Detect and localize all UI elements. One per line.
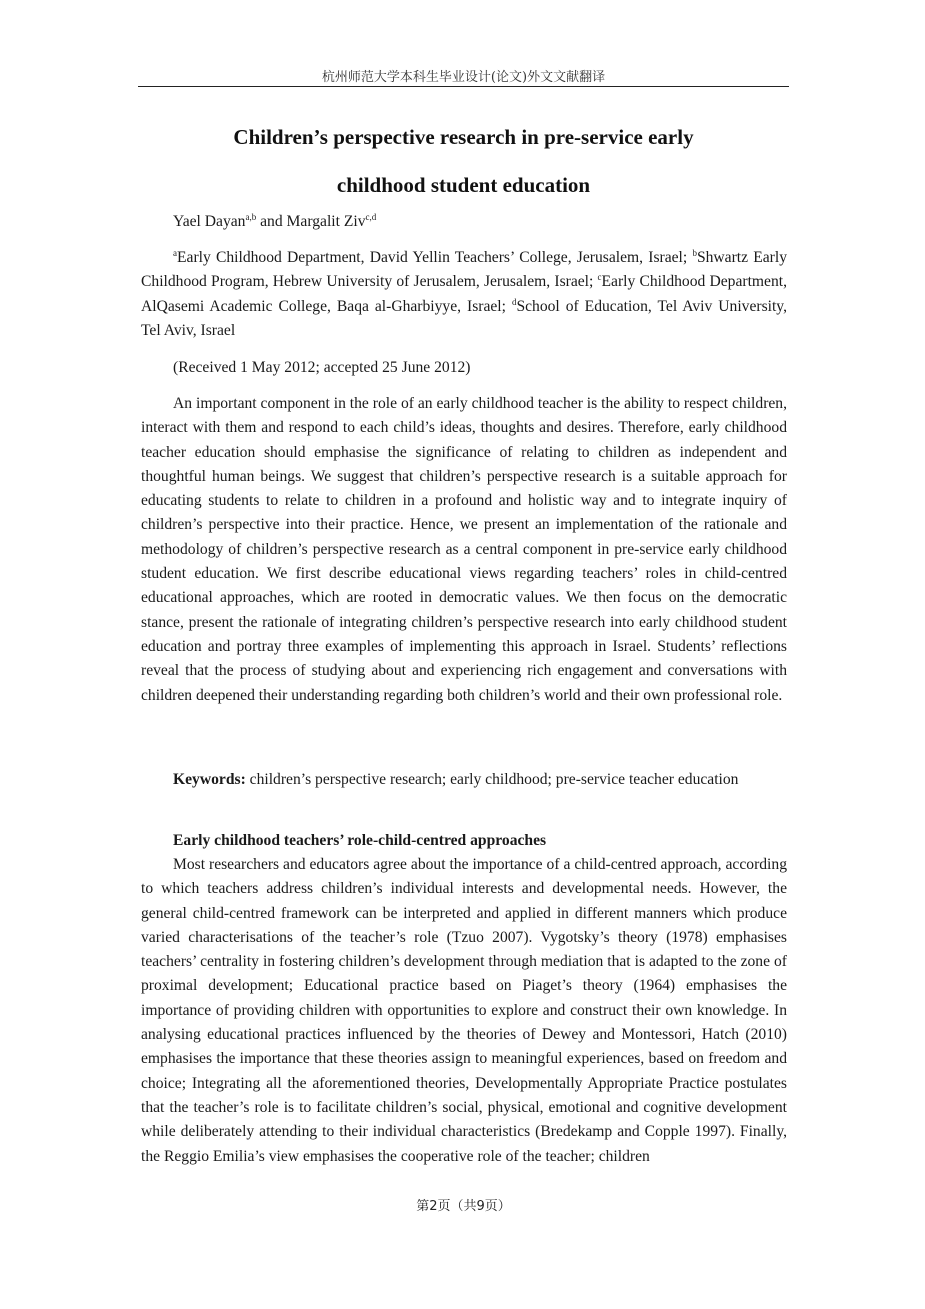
- header-rule: [138, 86, 789, 87]
- author-affiliation-marker: a,b: [245, 212, 257, 222]
- paper-title-line-1: Children’s perspective research in pre-service early: [233, 125, 694, 149]
- keywords-label: Keywords:: [173, 771, 246, 788]
- section-heading-text: Early childhood teachers’ role-child-centred approaches: [173, 832, 547, 849]
- author-connector: and: [256, 213, 287, 230]
- affiliation-marker: d: [511, 296, 517, 307]
- affiliation-text: Early Childhood Department, David Yellin Teachers’ College, Jerusalem, Israel;: [177, 249, 693, 266]
- paper-title-line-2: childhood student education: [336, 173, 591, 197]
- affiliation-marker: b: [692, 248, 697, 258]
- affiliation-text: Shwartz Early Childhood Program, Hebrew University of Jerusalem, Jerusalem, Israel;: [141, 249, 788, 291]
- section-body-text: Most researchers and educators agree about the importance of a child-centred approach, according to which teachers address children’s individual interests and developmental needs. However, the general child-centred framework can be interpreted and applied in different manners which produce varied characterisations of the teacher’s role (Tzuo 2007). Vygotsky’s theory (1978) emphasises teachers’ centrality in fostering children’s development through mediation that is adapted to the zone of proximal development; Educational practice based on Piaget’s theory (1964) emphasises the importance of providing children with opportunities to explore and construct their own knowledge. In analysing educational practices influenced by the theories of Dewey and Montessori, Hatch (2010) emphasises the importance that these theories assign to meaningful experiences, based on freedom and choice; Integrating all the aforementioned theories, Developmentally Appropriate Practice postulates that the teacher’s role is to facilitate children’s social, physical, emotional and cognitive development while deliberately attending to their individual characteristics (Bredekamp and Copple 1997). Finally, the Reggio Emilia’s view emphasises the cooperative role of the teacher; children: [141, 856, 787, 1165]
- abstract: [141, 392, 787, 708]
- received-dates: [141, 356, 787, 380]
- received-text: (Received 1 May 2012; accepted 25 June 2012): [173, 359, 471, 376]
- keywords: [141, 768, 787, 792]
- running-header: 杭州师范大学本科生毕业设计(论文)外文文献翻译: [321, 70, 606, 85]
- affiliations: [141, 246, 787, 343]
- section-heading: [141, 829, 787, 853]
- abstract-text: An important component in the role of an early childhood teacher is the ability to respect children, interact with them and respond to each child’s ideas, thoughts and desires. Therefore, early childhood teacher education should emphasise the significance of relating to children as independent and thoughtful human beings. We suggest that children’s perspective research is a suitable approach for educating students to relate to children in a profound and holistic way and to integrate inquiry of children’s perspective into their practice. Hence, we present an implementation of the rationale and methodology of children’s perspective research as a central component in pre-service early childhood student education. We first describe educational views regarding teachers’ roles in child-centred educational approaches, which are rooted in democratic values. We then focus on the democratic stance, present the rationale of integrating children’s perspective research into early childhood student education and portray three examples of implementing this approach in Israel. Students’ reflections reveal that the process of studying about and experiencing rich engagement and conversations with children deepened their understanding regarding both children’s world and their own professional role.: [141, 395, 787, 704]
- affiliation-text: Early Childhood Department, AlQasemi Academic College, Baqa al-Gharbiyye, Israel;: [141, 273, 787, 315]
- author-line: [141, 210, 787, 234]
- affiliation-text: School of Education, Tel Aviv University, Tel Aviv, Israel: [141, 297, 787, 339]
- author-affiliation-marker: c,d: [365, 212, 377, 222]
- affiliation-marker: c: [597, 272, 602, 283]
- affiliation-marker: a: [173, 248, 177, 258]
- author-name: Margalit Ziv: [286, 213, 366, 230]
- section-body: [141, 853, 787, 1169]
- keywords-text: children’s perspective research; early childhood; pre-service teacher education: [245, 771, 739, 788]
- author-name: Yael Dayan: [173, 213, 246, 230]
- page-number: 第2页（共9页）: [416, 1199, 511, 1214]
